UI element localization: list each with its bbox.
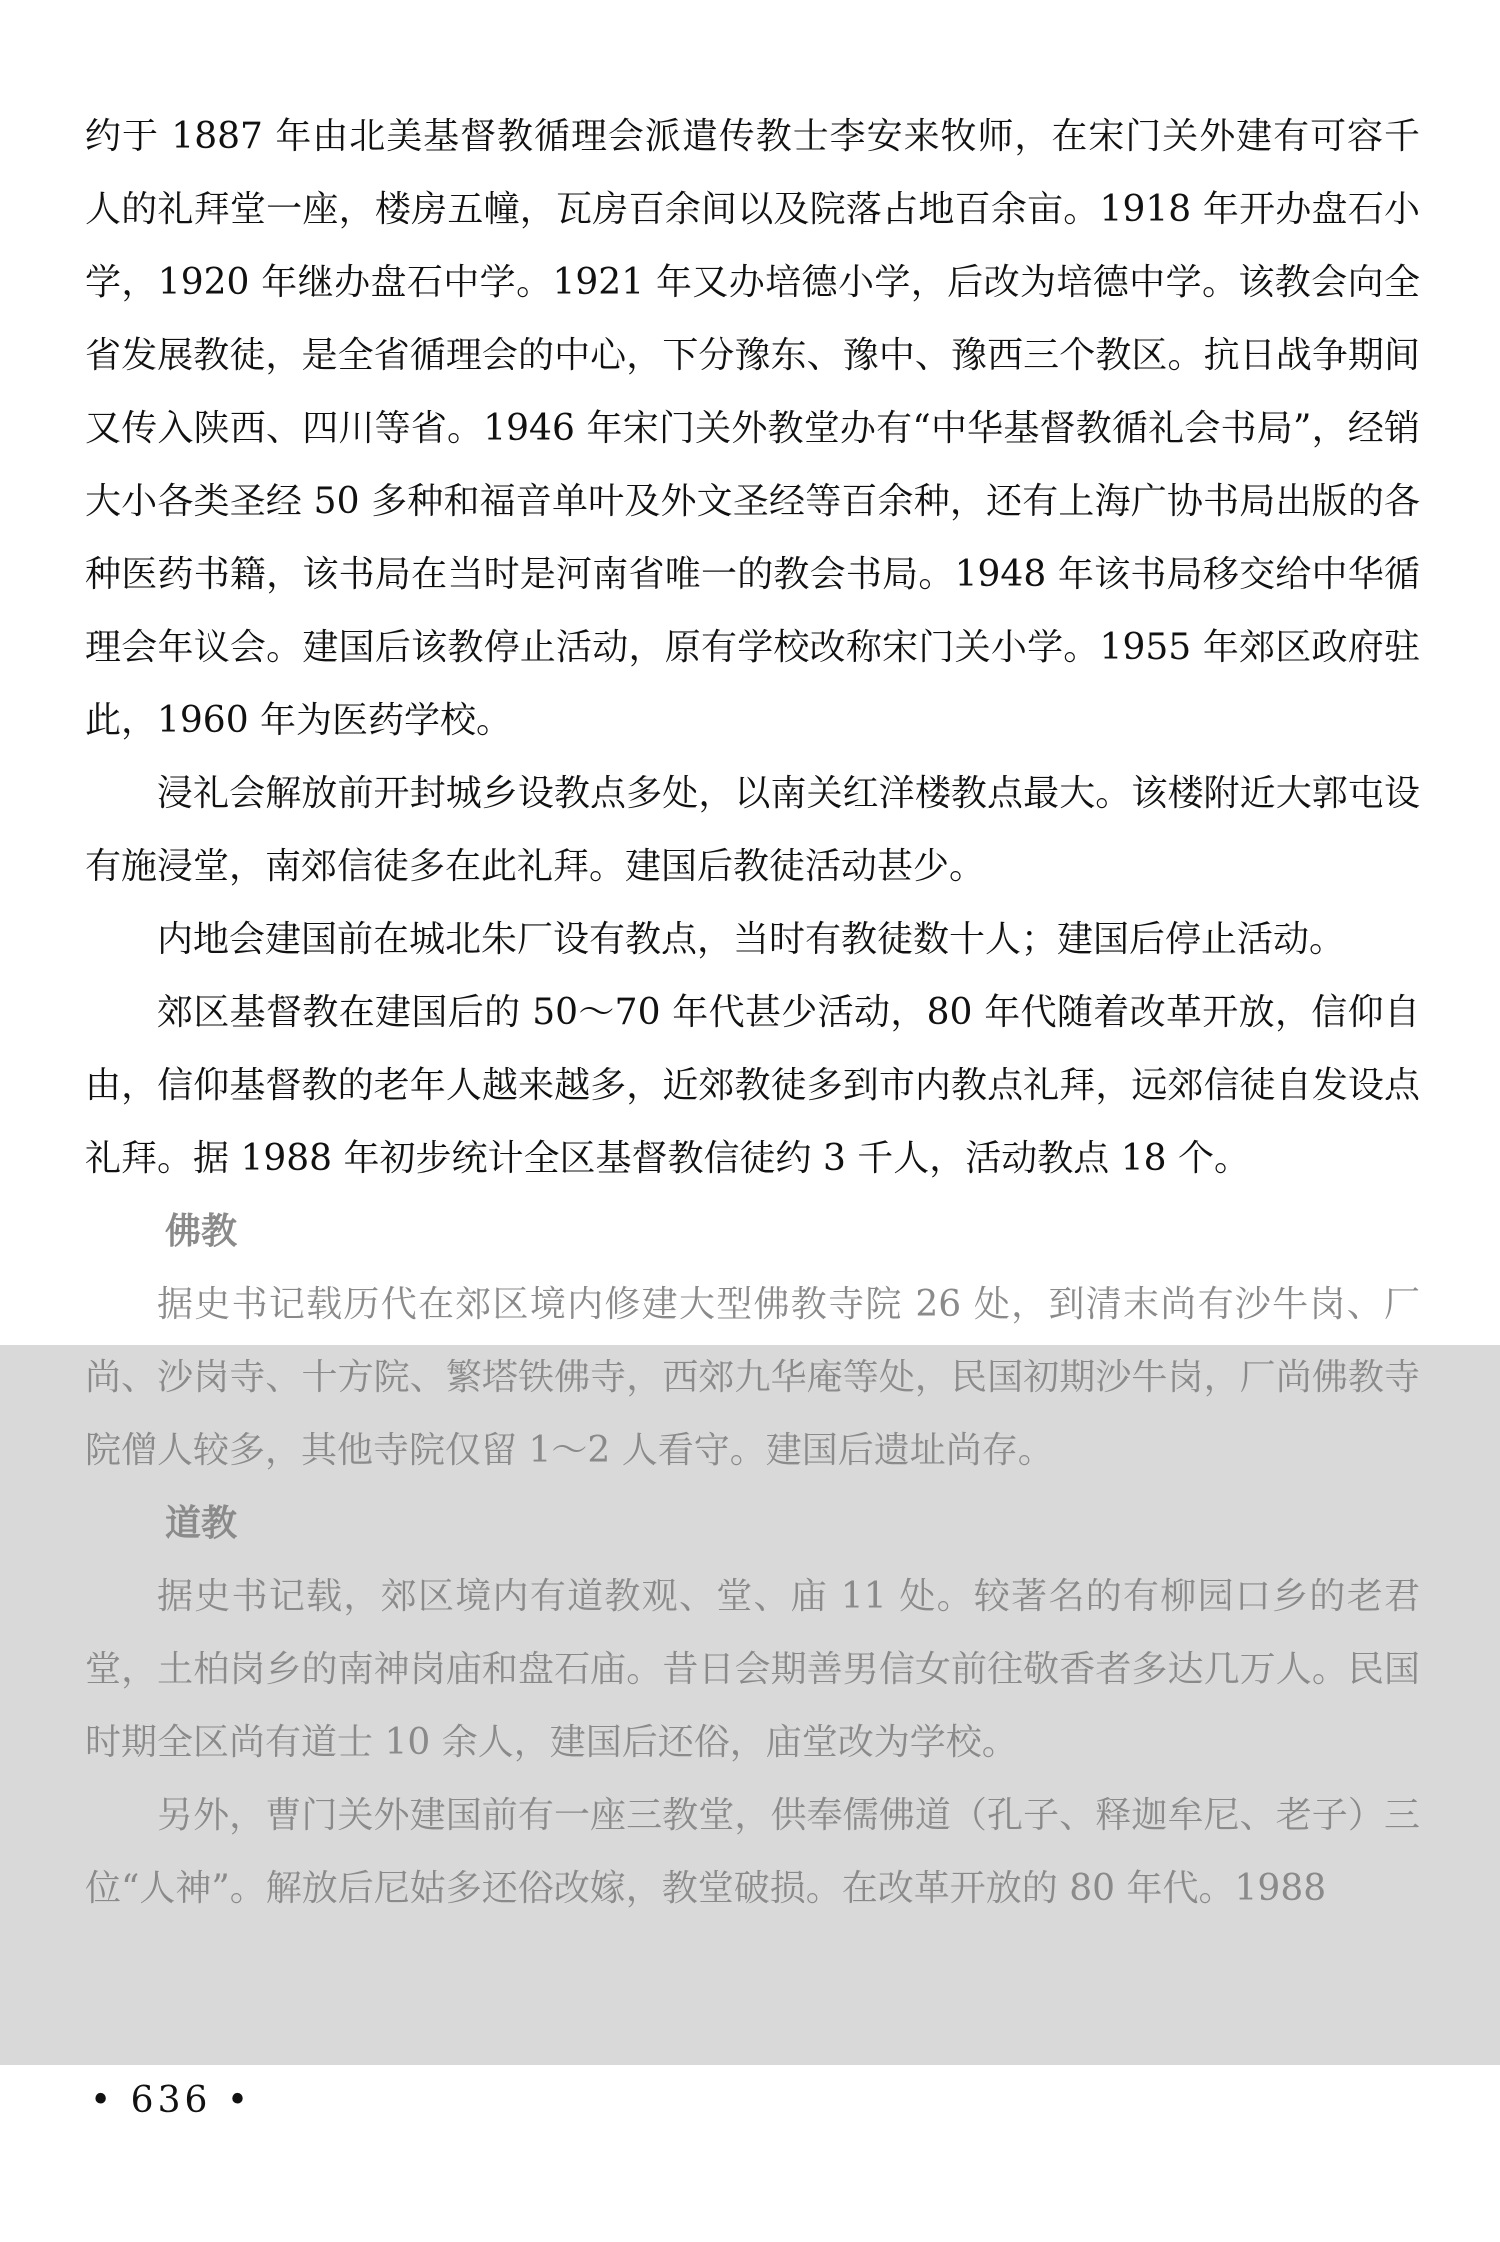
paragraph-baptist: 浸礼会解放前开封城乡设教点多处，以南关红洋楼教点最大。该楼附近大郭屯设有施浸堂，南郊信徒多在此礼拜。建国后教徒活动甚少。 <box>85 773 1420 887</box>
page-number: • 636 • <box>90 2080 253 2121</box>
paragraph-suburban-christianity: 郊区基督教在建国后的 50～70 年代甚少活动，80 年代随着改革开放，信仰自由，信仰基督教的老年人越来越多，近郊教徒多到市内教点礼拜，远郊信徒自发设点礼拜。据 1988 年初步统计全区基督教信徒约 3 千人，活动教点 18 个。 <box>85 992 1420 1179</box>
paragraph-inland-mission: 内地会建国前在城北朱厂设有教点，当时有教徒数十人；建国后停止活动。 <box>157 919 1346 960</box>
heading-buddhism: 佛教 <box>165 1210 238 1252</box>
heading-taoism: 道教 <box>165 1502 238 1544</box>
paragraph-three-teachings-hall: 另外，曹门关外建国前有一座三教堂，供奉儒佛道（孔子、释迦牟尼、老子）三位“人神”。解放后尼姑多还俗改嫁，教堂破损。在改革开放的 80 年代。1988 <box>85 1795 1420 1909</box>
body-text <box>85 100 1420 1925</box>
paragraph-methodist: 约于 1887 年由北美基督教循理会派遣传教士李安来牧师，在宋门关外建有可容千人的礼拜堂一座，楼房五幢，瓦房百余间以及院落占地百余亩。1918 年开办盘石小学，1920 年继办盘石中学。1921 年又办培德小学，后改为培德中学。该教会向全省发展教徒，是全省循理会的中心，下分豫东、豫中、豫西三个教区。抗日战争期间又传入陕西、四川等省。1946 年宋门关外教堂办有“中华基督教循礼会书局”，经销大小各类圣经 50 多种和福音单叶及外文圣经等百余种，还有上海广协书局出版的各种医药书籍，该书局在当时是河南省唯一的教会书局。1948 年该书局移交给中华循理会年议会。建国后该教停止活动，原有学校改称宋门关小学。1955 年郊区政府驻此，1960 年为医药学校。 <box>85 116 1420 741</box>
paragraph-taoism: 据史书记载，郊区境内有道教观、堂、庙 11 处。较著名的有柳园口乡的老君堂，土柏岗乡的南神岗庙和盘石庙。昔日会期善男信女前往敬香者多达几万人。民国时期全区尚有道士 10 余人，建国后还俗，庙堂改为学校。 <box>85 1576 1420 1763</box>
paragraph-buddhism: 据史书记载历代在郊区境内修建大型佛教寺院 26 处，到清末尚有沙牛岗、厂尚、沙岗寺、十方院、繁塔铁佛寺，西郊九华庵等处，民国初期沙牛岗，厂尚佛教寺院僧人较多，其他寺院仅留 1～2 人看守。建国后遗址尚存。 <box>85 1284 1420 1471</box>
